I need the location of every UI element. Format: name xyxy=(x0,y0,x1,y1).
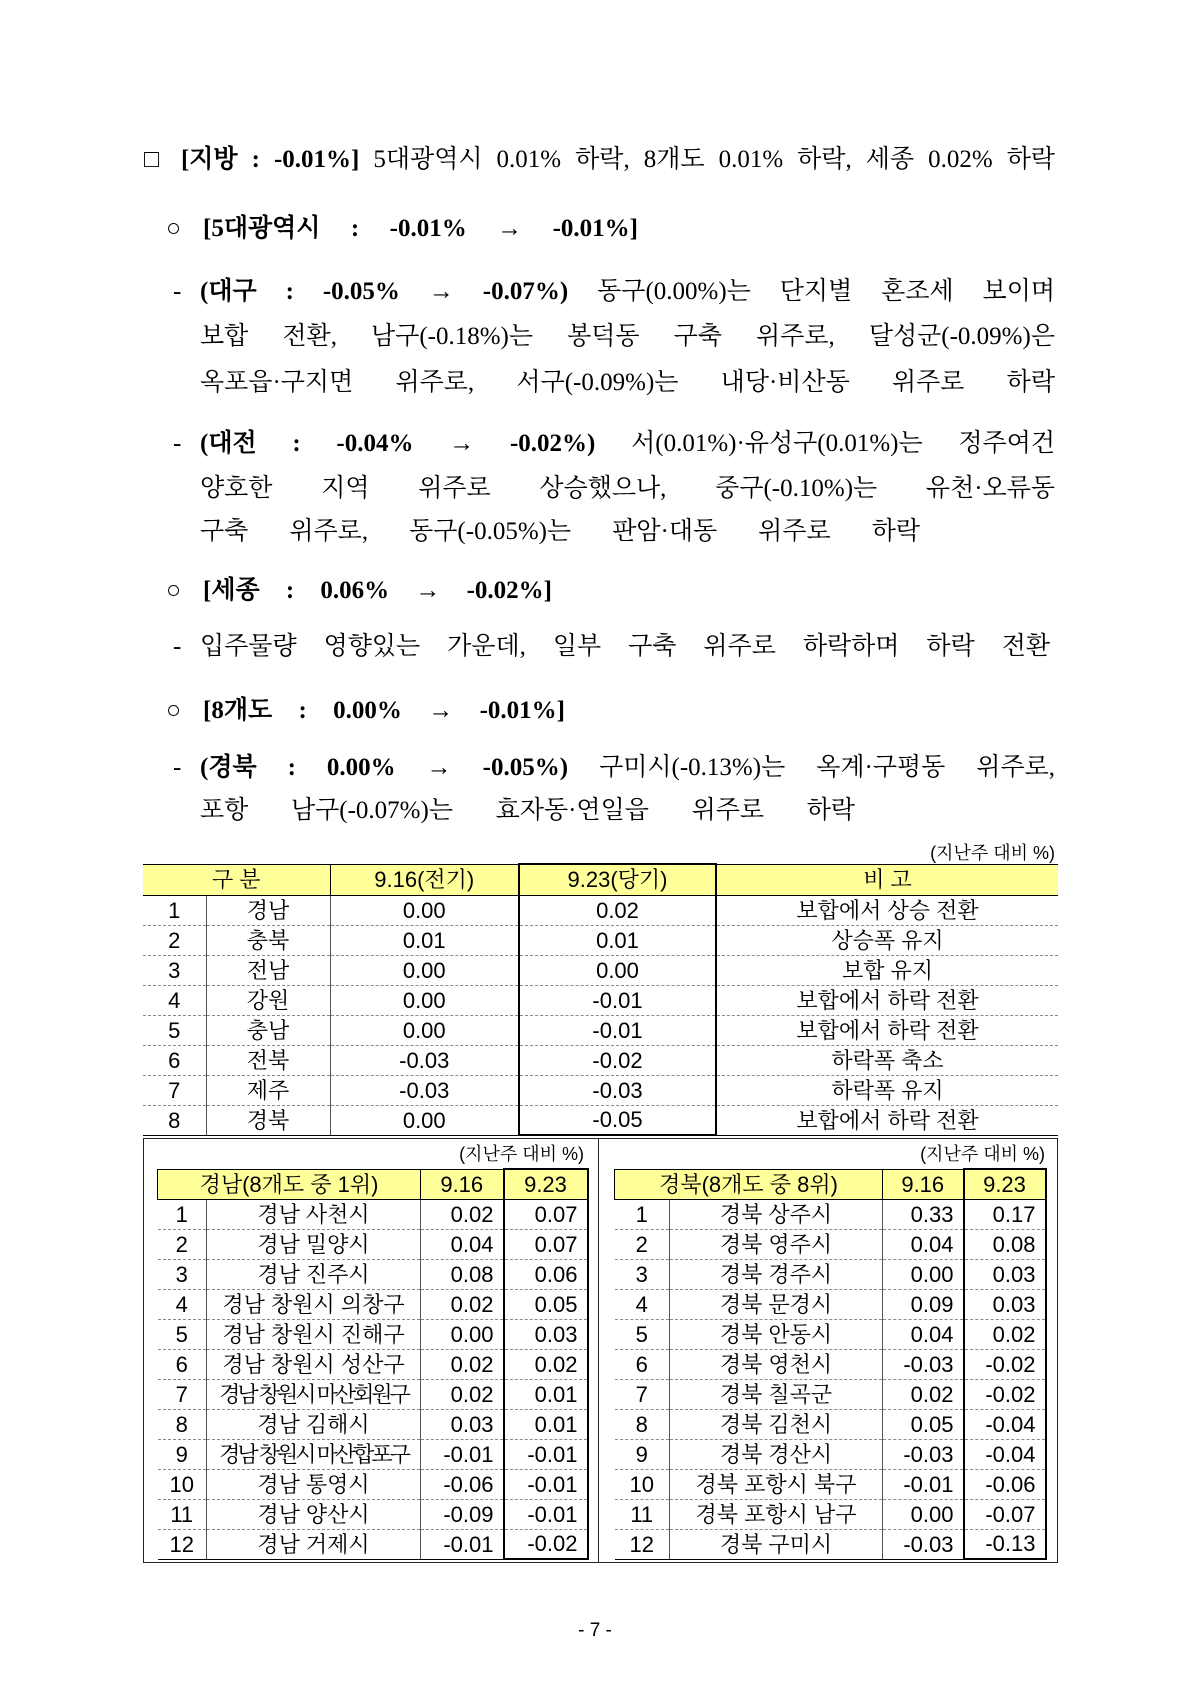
table-row xyxy=(615,1199,1046,1229)
curr-cell: -0.04 xyxy=(964,1409,1046,1439)
prev-cell: -0.01 xyxy=(421,1529,504,1559)
table-row xyxy=(158,1259,588,1289)
prev-cell: 0.02 xyxy=(421,1289,504,1319)
table-row xyxy=(615,1409,1046,1439)
province-change-table xyxy=(143,863,1058,1136)
no-cell: 5 xyxy=(158,1319,207,1349)
region-cell: 충북 xyxy=(206,925,330,955)
no-cell: 2 xyxy=(158,1229,207,1259)
no-cell: 3 xyxy=(158,1259,207,1289)
sejong-note-marker: - xyxy=(173,633,182,660)
name-cell: 경북 김천시 xyxy=(670,1409,883,1439)
table-row xyxy=(158,1229,588,1259)
curr-cell: 0.17 xyxy=(964,1199,1046,1229)
name-cell: 경남 창원시 진해구 xyxy=(207,1319,421,1349)
curr-cell: 0.00 xyxy=(519,955,716,985)
region-cell: 강원 xyxy=(206,985,330,1015)
table-row xyxy=(143,1075,1058,1105)
prev-cell: 0.00 xyxy=(330,1015,519,1045)
no-cell: 7 xyxy=(615,1379,670,1409)
table-row xyxy=(615,1229,1046,1259)
name-cell: 경남 양산시 xyxy=(207,1499,421,1529)
summary-marker: □ xyxy=(144,146,167,173)
no-cell: 12 xyxy=(615,1529,670,1559)
table-row xyxy=(158,1469,588,1499)
curr-cell: -0.01 xyxy=(504,1469,588,1499)
table-row xyxy=(158,1289,588,1319)
no-cell: 12 xyxy=(158,1529,207,1559)
daegu-text-1: 동구(0.00%)는 단지별 혼조세 보이며 xyxy=(597,278,1056,305)
prev-cell: 0.03 xyxy=(421,1409,504,1439)
name-cell: 경북 경산시 xyxy=(670,1439,883,1469)
prev-cell: -0.03 xyxy=(883,1349,964,1379)
no-cell: 8 xyxy=(158,1409,207,1439)
table-row xyxy=(143,925,1058,955)
note-cell: 보합 유지 xyxy=(716,955,1058,985)
note-cell: 보합에서 하락 전환 xyxy=(716,985,1058,1015)
curr-cell: 0.07 xyxy=(504,1229,588,1259)
table-row xyxy=(615,1289,1046,1319)
prev-cell: 0.02 xyxy=(883,1379,964,1409)
daejeon-line-2: 양호한 지역 위주로 상승했으나, 중구(-0.10%)는 유천·오류동 xyxy=(200,475,1055,502)
table1-header xyxy=(143,864,1058,895)
region-cell: 전남 xyxy=(206,955,330,985)
curr-cell: -0.01 xyxy=(519,1015,716,1045)
gyeongbuk-title: (경북 : 0.00% → -0.05%) xyxy=(200,754,569,781)
prev-cell: 0.00 xyxy=(330,955,519,985)
prev-cell: 0.02 xyxy=(421,1199,504,1229)
prev-cell: -0.09 xyxy=(421,1499,504,1529)
gyeongnam-category-header: 경남(8개도 중 1위) xyxy=(158,1169,421,1199)
prev-cell: 0.00 xyxy=(421,1319,504,1349)
no-cell: 7 xyxy=(143,1075,206,1105)
prev-cell: 0.04 xyxy=(421,1229,504,1259)
gyeongnam-unit-label: (지난주 대비 %) xyxy=(459,1144,584,1164)
daejeon-title: (대전 : -0.04% → -0.02%) xyxy=(200,430,596,457)
curr-cell: 0.03 xyxy=(504,1319,588,1349)
table-row xyxy=(143,955,1058,985)
table1-unit-label: (지난주 대비 %) xyxy=(930,843,1055,863)
region-cell: 경북 xyxy=(206,1105,330,1135)
prev-cell: 0.09 xyxy=(883,1289,964,1319)
gyeongbuk-line-2: 포항 남구(-0.07%)는 효자동·연일읍 위주로 하락 xyxy=(200,797,855,824)
daejeon-text-1: 서(0.01%)·유성구(0.01%)는 정주여건 xyxy=(631,430,1055,457)
gyeongbuk-prev-header: 9.16 xyxy=(883,1169,964,1199)
table-row xyxy=(143,895,1058,925)
curr-cell: 0.01 xyxy=(504,1409,588,1439)
curr-cell: -0.01 xyxy=(519,985,716,1015)
daegu-line-1 xyxy=(200,275,1055,309)
table-row xyxy=(615,1349,1046,1379)
gyeongbuk-curr-header: 9.23 xyxy=(964,1169,1046,1199)
name-cell: 경남 창원시 성산구 xyxy=(207,1349,421,1379)
note-header: 비 고 xyxy=(716,864,1058,895)
curr-cell: -0.02 xyxy=(964,1379,1046,1409)
gyeongbuk-header xyxy=(615,1169,1046,1199)
note-cell: 하락폭 축소 xyxy=(716,1045,1058,1075)
curr-cell: -0.04 xyxy=(964,1439,1046,1469)
prev-cell: 0.00 xyxy=(330,1105,519,1135)
gyeongbuk-line-1 xyxy=(200,751,1055,785)
no-cell: 6 xyxy=(143,1045,206,1075)
sejong-note: 입주물량 영향있는 가운데, 일부 구축 위주로 하락하며 하락 전환 xyxy=(200,633,1050,660)
curr-cell: 0.01 xyxy=(504,1379,588,1409)
sejong-heading: [세종 : 0.06% → -0.02%] xyxy=(203,577,552,604)
note-cell: 보합에서 상승 전환 xyxy=(716,895,1058,925)
daegu-title: (대구 : -0.05% → -0.07%) xyxy=(200,278,569,305)
name-cell: 경북 안동시 xyxy=(670,1319,883,1349)
gyeongnam-header xyxy=(158,1169,588,1199)
region-cell: 전북 xyxy=(206,1045,330,1075)
prev-cell: -0.03 xyxy=(883,1529,964,1559)
no-cell: 11 xyxy=(158,1499,207,1529)
table-row xyxy=(143,1105,1058,1135)
daejeon-line-1 xyxy=(200,427,1055,461)
name-cell: 경남 창원시 의창구 xyxy=(207,1289,421,1319)
curr-cell: -0.01 xyxy=(504,1439,588,1469)
table1-body xyxy=(143,895,1058,1135)
prev-cell: 0.00 xyxy=(883,1499,964,1529)
no-cell: 10 xyxy=(158,1469,207,1499)
table-row xyxy=(615,1379,1046,1409)
prev-cell: 0.04 xyxy=(883,1229,964,1259)
curr-cell: 0.07 xyxy=(504,1199,588,1229)
name-cell: 경북 경주시 xyxy=(670,1259,883,1289)
no-cell: 6 xyxy=(615,1349,670,1379)
table-row xyxy=(158,1529,588,1559)
name-cell: 경남 통영시 xyxy=(207,1469,421,1499)
table-row xyxy=(615,1469,1046,1499)
prev-cell: 0.33 xyxy=(883,1199,964,1229)
daejeon-marker: - xyxy=(173,430,182,457)
region-cell: 경남 xyxy=(206,895,330,925)
table-row xyxy=(143,985,1058,1015)
no-cell: 2 xyxy=(615,1229,670,1259)
prev-cell: 0.00 xyxy=(330,895,519,925)
no-cell: 6 xyxy=(158,1349,207,1379)
name-cell: 경남 진주시 xyxy=(207,1259,421,1289)
prev-cell: -0.01 xyxy=(883,1469,964,1499)
daegu-line-2: 보합 전환, 남구(-0.18%)는 봉덕동 구축 위주로, 달성군(-0.09%)은 xyxy=(200,323,1055,350)
prev-cell: 0.08 xyxy=(421,1259,504,1289)
curr-cell: -0.02 xyxy=(504,1529,588,1559)
no-cell: 1 xyxy=(615,1199,670,1229)
table-row xyxy=(158,1379,588,1409)
prev-week-header: 9.16(전기) xyxy=(330,864,519,895)
no-cell: 2 xyxy=(143,925,206,955)
name-cell: 경남 거제시 xyxy=(207,1529,421,1559)
name-cell: 경북 영주시 xyxy=(670,1229,883,1259)
curr-cell: -0.02 xyxy=(964,1349,1046,1379)
table-row xyxy=(158,1199,588,1229)
prev-cell: 0.00 xyxy=(330,985,519,1015)
prev-cell: 0.00 xyxy=(883,1259,964,1289)
provinces-heading-marker: ○ xyxy=(166,697,182,724)
no-cell: 11 xyxy=(615,1499,670,1529)
curr-cell: -0.07 xyxy=(964,1499,1046,1529)
curr-cell: -0.05 xyxy=(519,1105,716,1135)
curr-cell: 0.01 xyxy=(519,925,716,955)
no-cell: 4 xyxy=(615,1289,670,1319)
name-cell: 경북 상주시 xyxy=(670,1199,883,1229)
daegu-marker: - xyxy=(173,278,182,305)
summary-text: 5대광역시 0.01% 하락, 8개도 0.01% 하락, 세종 0.02% 하락 xyxy=(373,146,1056,173)
name-cell: 경북 구미시 xyxy=(670,1529,883,1559)
gyeongnam-body xyxy=(158,1199,588,1559)
no-cell: 9 xyxy=(615,1439,670,1469)
gyeongbuk-marker: - xyxy=(173,754,182,781)
name-cell: 경북 포항시 북구 xyxy=(670,1469,883,1499)
daejeon-line-3: 구축 위주로, 동구(-0.05%)는 판암·대동 위주로 하락 xyxy=(200,518,920,545)
name-cell: 경남 창원시 마산회원구 xyxy=(207,1379,421,1409)
name-cell: 경남 사천시 xyxy=(207,1199,421,1229)
gyeongbuk-header-row xyxy=(615,1169,1046,1199)
curr-cell: 0.03 xyxy=(964,1259,1046,1289)
curr-cell: -0.02 xyxy=(519,1045,716,1075)
region-cell: 충남 xyxy=(206,1015,330,1045)
metro-heading-marker: ○ xyxy=(166,215,182,242)
prev-cell: -0.01 xyxy=(421,1439,504,1469)
summary-title: [지방 : -0.01%] xyxy=(180,146,360,173)
curr-week-header: 9.23(당기) xyxy=(519,864,716,895)
table-row xyxy=(615,1259,1046,1289)
table-row xyxy=(158,1409,588,1439)
curr-cell: 0.02 xyxy=(504,1349,588,1379)
table-row xyxy=(143,1045,1058,1075)
gyeongbuk-text-1: 구미시(-0.13%)는 옥계·구평동 위주로, xyxy=(599,754,1055,781)
table-row xyxy=(143,1015,1058,1045)
prev-cell: -0.06 xyxy=(421,1469,504,1499)
note-cell: 보합에서 하락 전환 xyxy=(716,1105,1058,1135)
note-cell: 상승폭 유지 xyxy=(716,925,1058,955)
detail-tables-divider xyxy=(598,1138,599,1563)
prev-cell: 0.01 xyxy=(330,925,519,955)
prev-cell: 0.02 xyxy=(421,1349,504,1379)
daegu-line-3: 옥포읍·구지면 위주로, 서구(-0.09%)는 내당·비산동 위주로 하락 xyxy=(200,369,1055,396)
curr-cell: 0.02 xyxy=(519,895,716,925)
gyeongbuk-unit-label: (지난주 대비 %) xyxy=(920,1144,1045,1164)
curr-cell: -0.06 xyxy=(964,1469,1046,1499)
name-cell: 경남 밀양시 xyxy=(207,1229,421,1259)
curr-cell: 0.08 xyxy=(964,1229,1046,1259)
gyeongnam-city-table xyxy=(157,1168,589,1560)
table-row xyxy=(158,1439,588,1469)
name-cell: 경북 문경시 xyxy=(670,1289,883,1319)
category-header: 구 분 xyxy=(143,864,330,895)
no-cell: 1 xyxy=(158,1199,207,1229)
curr-cell: 0.05 xyxy=(504,1289,588,1319)
no-cell: 4 xyxy=(143,985,206,1015)
prev-cell: -0.03 xyxy=(883,1439,964,1469)
no-cell: 9 xyxy=(158,1439,207,1469)
curr-cell: 0.06 xyxy=(504,1259,588,1289)
no-cell: 5 xyxy=(143,1015,206,1045)
curr-cell: 0.02 xyxy=(964,1319,1046,1349)
provinces-heading: [8개도 : 0.00% → -0.01%] xyxy=(203,697,565,724)
curr-cell: -0.13 xyxy=(964,1529,1046,1559)
gyeongbuk-city-table xyxy=(614,1168,1047,1560)
table-row xyxy=(158,1499,588,1529)
sejong-heading-marker: ○ xyxy=(166,577,182,604)
table-row xyxy=(615,1529,1046,1559)
table1-header-row xyxy=(143,864,1058,895)
note-cell: 하락폭 유지 xyxy=(716,1075,1058,1105)
table-row xyxy=(615,1439,1046,1469)
name-cell: 경북 포항시 남구 xyxy=(670,1499,883,1529)
summary-line xyxy=(144,143,1055,177)
curr-cell: -0.03 xyxy=(519,1075,716,1105)
no-cell: 3 xyxy=(143,955,206,985)
name-cell: 경남 창원시 마산합포구 xyxy=(207,1439,421,1469)
table-row xyxy=(615,1319,1046,1349)
no-cell: 8 xyxy=(615,1409,670,1439)
gyeongbuk-body xyxy=(615,1199,1046,1559)
curr-cell: -0.01 xyxy=(504,1499,588,1529)
gyeongbuk-category-header: 경북(8개도 중 8위) xyxy=(615,1169,883,1199)
gyeongnam-prev-header: 9.16 xyxy=(421,1169,504,1199)
prev-cell: -0.03 xyxy=(330,1075,519,1105)
name-cell: 경남 김해시 xyxy=(207,1409,421,1439)
name-cell: 경북 영천시 xyxy=(670,1349,883,1379)
prev-cell: 0.02 xyxy=(421,1379,504,1409)
metro-heading: [5대광역시 : -0.01% → -0.01%] xyxy=(203,215,638,242)
region-cell: 제주 xyxy=(206,1075,330,1105)
no-cell: 1 xyxy=(143,895,206,925)
no-cell: 3 xyxy=(615,1259,670,1289)
gyeongnam-curr-header: 9.23 xyxy=(504,1169,588,1199)
no-cell: 4 xyxy=(158,1289,207,1319)
gyeongnam-header-row xyxy=(158,1169,588,1199)
prev-cell: 0.05 xyxy=(883,1409,964,1439)
table-row xyxy=(158,1319,588,1349)
curr-cell: 0.03 xyxy=(964,1289,1046,1319)
no-cell: 7 xyxy=(158,1379,207,1409)
prev-cell: 0.04 xyxy=(883,1319,964,1349)
table-row xyxy=(615,1499,1046,1529)
note-cell: 보합에서 하락 전환 xyxy=(716,1015,1058,1045)
no-cell: 5 xyxy=(615,1319,670,1349)
prev-cell: -0.03 xyxy=(330,1045,519,1075)
no-cell: 8 xyxy=(143,1105,206,1135)
table-row xyxy=(158,1349,588,1379)
page-number: - 7 - xyxy=(578,1620,612,1641)
no-cell: 10 xyxy=(615,1469,670,1499)
name-cell: 경북 칠곡군 xyxy=(670,1379,883,1409)
